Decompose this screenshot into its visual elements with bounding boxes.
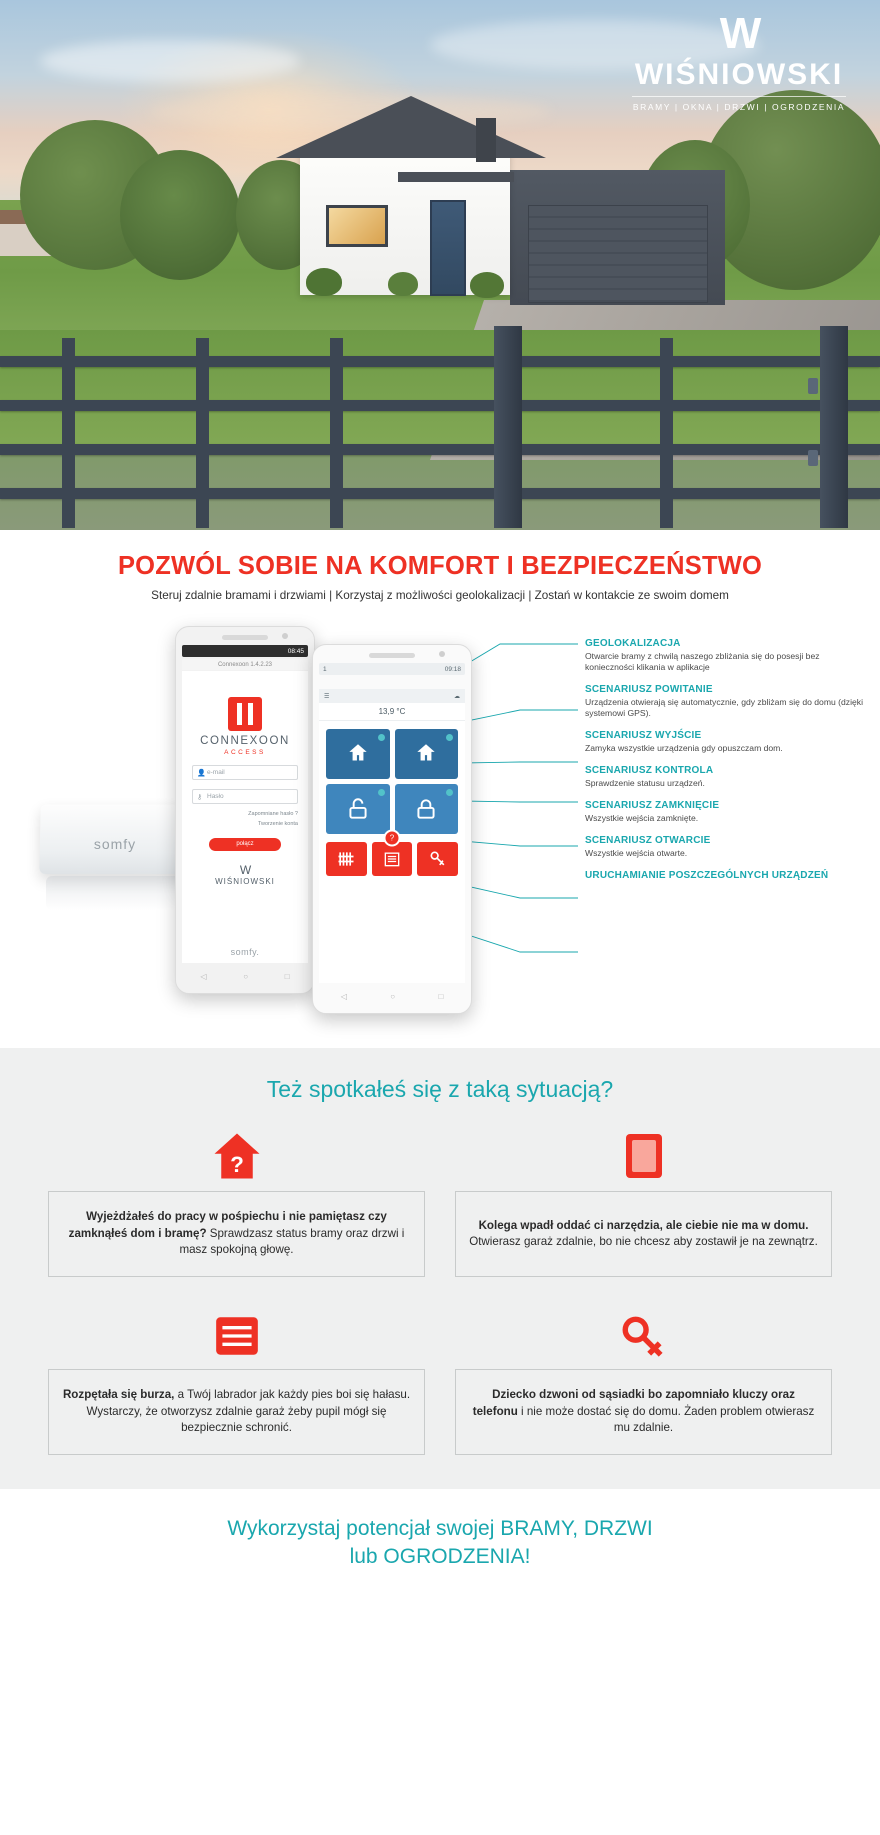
gate-hinge <box>808 378 818 394</box>
callout-desc: Wszystkie wejścia otwarte. <box>585 848 688 858</box>
callout <box>585 800 870 824</box>
fence-pillar <box>494 326 522 528</box>
cloud <box>40 40 300 82</box>
callout-desc: Zamyka wszystkie urządzenia gdy opuszczam dom. <box>585 743 783 753</box>
callout-desc: Otwarcie bramy z chwilą naszego zbliżania się do posesji bez konieczności klikania w aplikacje <box>585 651 820 672</box>
logo-mark-icon: W <box>719 9 759 58</box>
house-roof <box>276 96 546 158</box>
statusbar-right: 09:18 <box>444 665 461 673</box>
nav-home-icon[interactable]: ○ <box>243 971 249 981</box>
tile-lock[interactable] <box>395 784 459 834</box>
user-icon: 👤 <box>197 769 206 777</box>
temperature-readout: 13,9 °C <box>319 703 465 721</box>
password-placeholder: Hasło <box>207 793 224 800</box>
phone-statusbar <box>319 663 465 675</box>
cloud-icon: ☁ <box>454 693 460 700</box>
situation-rest: i nie może dostać się do domu. Żaden problem otwierasz mu zdalnie. <box>517 1404 815 1435</box>
nav-back-icon[interactable]: ◁ <box>200 971 207 981</box>
fence-post <box>660 338 673 528</box>
headline-section <box>0 530 880 606</box>
situations-grid <box>0 1125 880 1455</box>
callout <box>585 684 870 719</box>
nav-recents-icon[interactable]: □ <box>438 991 444 1001</box>
situation-icon <box>455 1303 832 1361</box>
brand-logo <box>614 9 864 112</box>
somfy-footer-logo: somfy. <box>230 947 260 957</box>
forgot-password-link[interactable]: Zapomniane hasło ? <box>248 811 298 817</box>
tile-gate-open[interactable] <box>326 729 390 779</box>
login-button[interactable]: połącz <box>209 838 281 851</box>
garage-door <box>528 205 708 303</box>
logo-mark-icon: W <box>239 862 251 877</box>
callout-title: SCENARIUSZ ZAMKNIĘCIE <box>585 800 720 811</box>
app-titlebar: Connexoon 1.4.2.23 <box>182 659 308 670</box>
scenario-tiles <box>319 721 465 838</box>
callout-title: SCENARIUSZ WYJŚCIE <box>585 730 702 741</box>
key-icon <box>428 849 448 869</box>
brand-subtitle: BRAMY | OKNA | DRZWI | OGRODZENIA <box>632 102 846 112</box>
garage-door-icon <box>620 1129 668 1183</box>
garage-door-icon <box>382 849 402 869</box>
callout-desc: Sprawdzenie statusu urządzeń. <box>585 778 705 788</box>
phone-camera-icon <box>282 633 288 639</box>
situation-bold: Rozpętała się burza, <box>62 1388 175 1402</box>
fence-post <box>62 338 75 528</box>
tile-door-open[interactable] <box>395 729 459 779</box>
tile-garage[interactable] <box>372 842 413 876</box>
situation-text <box>455 1369 832 1455</box>
help-badge[interactable]: ? <box>384 830 401 847</box>
situation-item <box>455 1125 832 1277</box>
phone-statusbar <box>182 645 308 657</box>
password-field[interactable] <box>192 789 298 804</box>
situation-bold: Kolega wpadł oddać ci narzędzia, ale ciebie nie ma w domu. <box>478 1218 809 1232</box>
fence-pillar <box>820 326 848 528</box>
fence-icon <box>212 1311 262 1361</box>
status-dot <box>378 734 385 741</box>
nav-recents-icon[interactable]: □ <box>284 971 290 981</box>
nav-home-icon[interactable]: ○ <box>390 991 396 1001</box>
shrub <box>470 272 504 298</box>
situation-rest: Otwierasz garaż zdalnie, bo nie chcesz aby zostawił je na zewnątrz. <box>469 1235 818 1248</box>
fence-rail <box>0 444 880 455</box>
email-field[interactable] <box>192 765 298 780</box>
phone-speaker <box>369 653 415 658</box>
email-placeholder: e-mail <box>207 769 225 776</box>
callout <box>585 730 870 754</box>
porch-canopy <box>398 172 514 182</box>
fence-rail <box>0 488 880 499</box>
app-name-sub: ACCESS <box>224 749 266 756</box>
somfy-hub-reflection <box>46 876 186 910</box>
chimney <box>476 118 496 162</box>
callout <box>585 638 870 673</box>
gate-hinge <box>808 450 818 466</box>
create-account-link[interactable]: Tworzenie konta <box>257 820 298 827</box>
situation-item <box>48 1303 425 1455</box>
situation-text <box>48 1369 425 1455</box>
situation-item <box>455 1303 832 1455</box>
situation-icon <box>455 1125 832 1183</box>
front-door <box>430 200 466 296</box>
callout-desc: Urządzenia otwierają się automatycznie, gdy zbliżam się do domu (dzięki systemowi GPS). <box>585 697 863 718</box>
status-dot <box>378 789 385 796</box>
callout-title: SCENARIUSZ OTWARCIE <box>585 835 711 846</box>
callout <box>585 835 870 859</box>
app-name: CONNEXOON <box>200 735 290 747</box>
footer-line-1: Wykorzystaj potencjał swojej BRAMY, DRZWI <box>227 1517 653 1540</box>
connexoon-logo-icon <box>228 697 262 731</box>
callout-title: URUCHAMIANIE POSZCZEGÓLNYCH URZĄDZEŃ <box>585 870 829 881</box>
gate-open-icon <box>345 741 371 767</box>
phone-speaker <box>222 635 268 640</box>
phone-camera-icon <box>439 651 445 657</box>
situation-bold: Wyjeżdżałeś do pracy w pośpiechu i nie pamiętasz czy zamknąłeś dom i bramę? <box>68 1210 387 1240</box>
phone-app-screen <box>312 644 472 1014</box>
fence-post <box>330 338 343 528</box>
hero-image <box>0 0 880 530</box>
situation-icon <box>48 1125 425 1183</box>
house-question-icon <box>210 1129 264 1183</box>
situation-text <box>455 1191 832 1277</box>
situation-rest: a Twój labrador jak każdy pies boi się hałasu. Wystarczy, że otworzysz zdalnie garaż żeby pupil mógł się bezpiecznie schronić. <box>86 1388 411 1435</box>
feature-callouts <box>585 638 870 892</box>
app-toolbar <box>319 689 465 703</box>
tile-fence[interactable] <box>326 842 367 876</box>
tile-unlock[interactable] <box>326 784 390 834</box>
door-open-icon <box>413 741 439 767</box>
situations-section <box>0 1048 880 1489</box>
situations-title: Też spotkałeś się z taką sytuacją? <box>266 1076 614 1102</box>
divider <box>632 96 846 97</box>
page-title: POZWÓL SOBIE NA KOMFORT I BEZPIECZEŃSTWO <box>117 552 763 580</box>
fence-rail <box>0 356 880 367</box>
callout <box>585 765 870 789</box>
callout <box>585 870 870 881</box>
nav-back-icon[interactable]: ◁ <box>340 991 347 1001</box>
login-screen <box>182 671 308 963</box>
brand-name: WIŚNIOWSKI <box>634 58 844 91</box>
menu-icon[interactable]: ☰ <box>324 693 330 700</box>
situation-item <box>48 1125 425 1277</box>
fence <box>0 338 880 530</box>
situation-rest: Sprawdzasz status bramy oraz drzwi i masz spokojną głowę. <box>179 1226 405 1257</box>
shrub <box>306 268 342 296</box>
status-dot <box>446 734 453 741</box>
footer-section <box>0 1489 880 1602</box>
app-screen <box>319 689 465 983</box>
fence-icon <box>336 849 356 869</box>
footer-line-2: lub OGRODZENIA! <box>349 1545 531 1569</box>
svg-text:?: ? <box>229 1151 244 1177</box>
situation-bold: Dziecko dzwoni od sąsiadki bo zapomniało kluczy oraz telefonu <box>472 1388 795 1418</box>
phone-navbar <box>182 967 308 985</box>
callout-desc: Wszystkie wejścia zamknięte. <box>585 813 699 823</box>
shrub <box>388 272 418 296</box>
lock-icon <box>413 796 439 822</box>
situation-icon <box>48 1303 425 1361</box>
fence-post <box>196 338 209 528</box>
statusbar-right: 08:45 <box>287 647 304 655</box>
unlock-icon <box>345 796 371 822</box>
house-window <box>326 205 388 247</box>
tree <box>120 150 240 280</box>
situation-text <box>48 1191 425 1277</box>
page-subtitle: Steruj zdalnie bramami i drzwiami | Korzystaj z możliwości geolokalizacji | Zostań w kontakcie ze swoim domem <box>151 589 729 602</box>
callout-title: GEOLOKALIZACJA <box>585 638 681 649</box>
phone-login-screen <box>175 626 315 994</box>
brand-name: WIŚNIOWSKI <box>215 876 275 886</box>
phone-navbar <box>319 987 465 1005</box>
fence-rail <box>0 400 880 411</box>
key-icon <box>619 1311 669 1361</box>
somfy-hub-label: somfy <box>93 836 137 852</box>
status-dot <box>446 789 453 796</box>
statusbar-left: 1 <box>323 665 327 673</box>
login-brand-wisniowski <box>182 863 308 886</box>
login-links <box>192 810 298 830</box>
tile-key[interactable] <box>417 842 458 876</box>
callout-title: SCENARIUSZ KONTROLA <box>585 765 714 776</box>
key-icon: ⚷ <box>197 793 203 801</box>
callout-title: SCENARIUSZ POWITANIE <box>585 684 713 695</box>
app-diagram <box>0 614 880 1034</box>
